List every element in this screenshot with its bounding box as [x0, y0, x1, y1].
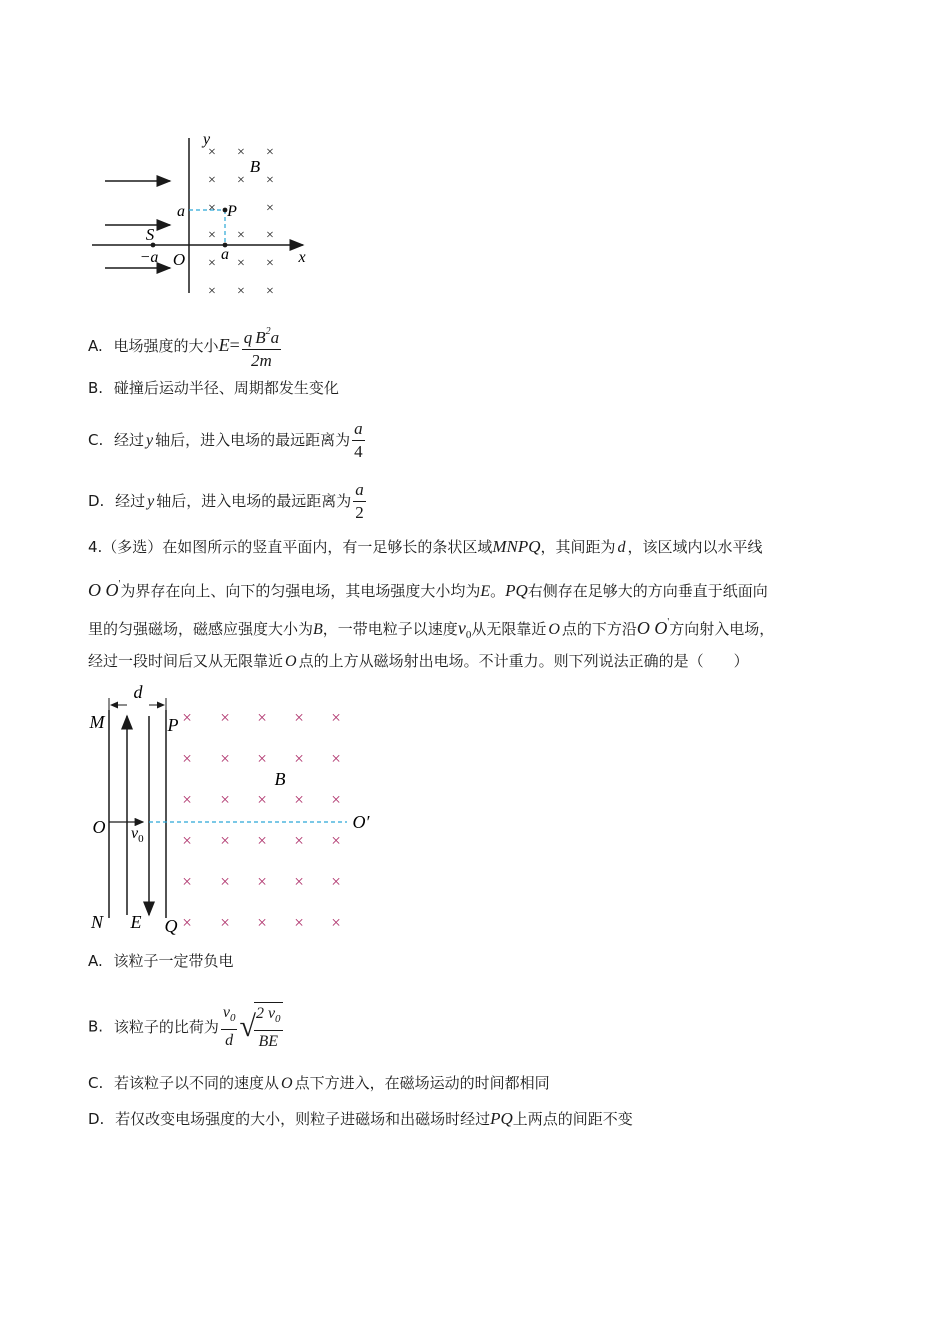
label-v: $v_0$	[131, 825, 144, 845]
cross-marker: ×	[266, 145, 274, 160]
fraction-root	[254, 1002, 283, 1052]
frac-v: v	[222, 1004, 230, 1021]
cross-marker: ×	[220, 872, 230, 891]
cross-marker: ×	[220, 708, 230, 727]
option-text: 电场强度的大小	[113, 337, 219, 355]
var-o: O	[285, 653, 297, 670]
label-d: d	[133, 682, 143, 702]
q4-text: 为界存在向上、向下的匀强电场，其电场强度大小均为	[120, 582, 481, 600]
var-pq: PQ	[490, 1109, 513, 1128]
label-m: M	[89, 712, 105, 732]
cross-marker: ×	[220, 831, 230, 850]
q4-text: 。	[490, 582, 506, 600]
label-a-y: a	[177, 203, 185, 220]
q4-text: 右侧存在足够大的方向垂直于纸面向	[527, 582, 768, 600]
var-e: E	[480, 583, 491, 600]
option-letter: C.	[88, 431, 104, 449]
option-4d	[88, 1102, 633, 1136]
cross-marker: ×	[182, 913, 192, 932]
option-text-2: 上两点的间距不变	[512, 1110, 633, 1128]
question-4-line-3	[88, 610, 868, 648]
cross-marker: ×	[294, 913, 304, 932]
var-oo: O O	[88, 580, 119, 600]
cross-marker: ×	[266, 228, 274, 243]
cross-marker: ×	[257, 749, 267, 768]
cross-marker: ×	[331, 708, 341, 727]
label-b: B	[249, 157, 261, 176]
option-letter: C.	[88, 1074, 104, 1092]
option-4a	[88, 944, 234, 978]
frac-den: 4	[354, 442, 363, 461]
cross-marker: ×	[220, 913, 230, 932]
var-mnpq: MNPQ	[492, 537, 541, 556]
figure-1	[85, 128, 325, 303]
cross-marker: ×	[294, 708, 304, 727]
cross-marker: ×	[220, 790, 230, 809]
frac-a: a	[270, 328, 280, 347]
cross-marker: ×	[331, 749, 341, 768]
label-b: B	[274, 769, 286, 789]
var-y: y	[147, 493, 155, 510]
option-letter: B.	[88, 1017, 104, 1036]
frac-den: 2	[355, 503, 364, 522]
label-o-prime: O′	[352, 812, 370, 832]
cross-marker: ×	[208, 145, 216, 160]
cross-marker: ×	[331, 872, 341, 891]
cross-marker: ×	[220, 749, 230, 768]
equals: =	[229, 335, 240, 355]
prime: '	[667, 617, 670, 628]
option-text-2: 轴后，进入电场的最远距离为	[156, 492, 352, 510]
q4-text: 方向射入电场，	[669, 620, 775, 638]
cross-marker: ×	[294, 872, 304, 891]
q4-text: 经过一段时间后又从无限靠近	[88, 652, 284, 670]
radical-sign: √	[239, 1010, 256, 1043]
cross-marker: ×	[257, 913, 267, 932]
option-letter: D.	[88, 1110, 105, 1128]
cross-marker: ×	[237, 284, 245, 299]
cross-marker: ×	[182, 831, 192, 850]
root-den: BE	[258, 1033, 279, 1050]
label-p: P	[167, 715, 179, 735]
var-e: E	[218, 335, 230, 355]
label-o: O	[92, 817, 106, 837]
label-o: O	[172, 250, 186, 269]
q4-text: ，该区域内以水平线	[627, 538, 763, 556]
frac-d: d	[225, 1032, 234, 1049]
cross-marker: ×	[208, 256, 216, 271]
frac-sup: 2	[265, 326, 271, 337]
prime: '	[118, 579, 121, 590]
question-4-line-4	[88, 648, 868, 675]
fraction-a2	[353, 480, 366, 523]
option-4c	[88, 1066, 550, 1101]
var-d: d	[617, 539, 626, 556]
var-pq: PQ	[505, 581, 528, 600]
cross-marker: ×	[182, 872, 192, 891]
cross-marker: ×	[266, 173, 274, 188]
label-p: P	[227, 203, 237, 220]
option-3a	[88, 322, 283, 371]
option-text: 碰撞后运动半径、周期都发生变化	[113, 379, 339, 397]
var-b: B	[313, 621, 323, 638]
cross-marker: ×	[208, 228, 216, 243]
cross-marker: ×	[266, 201, 274, 216]
cross-marker: ×	[257, 790, 267, 809]
cross-marker: ×	[294, 749, 304, 768]
option-3c	[88, 419, 367, 462]
root-sub: 0	[275, 1013, 281, 1025]
magnetic-field-markers	[182, 708, 341, 932]
label-x: x	[298, 249, 306, 266]
cross-marker: ×	[266, 256, 274, 271]
q4-text: 里的匀强磁场，磁感应强度大小为	[88, 620, 314, 638]
sub-0: 0	[465, 629, 472, 641]
cross-marker: ×	[331, 913, 341, 932]
fraction-a4	[352, 419, 365, 462]
label-y: y	[203, 131, 211, 148]
var-o: O	[548, 621, 560, 638]
var-y: y	[146, 432, 154, 449]
option-3d	[88, 480, 368, 523]
label-q: Q	[164, 916, 178, 936]
option-4b	[88, 1002, 285, 1052]
cross-marker: ×	[237, 173, 245, 188]
label-n: N	[90, 912, 104, 932]
cross-marker: ×	[182, 790, 192, 809]
cross-marker: ×	[182, 708, 192, 727]
option-letter: A.	[88, 952, 103, 970]
cross-marker: ×	[331, 831, 341, 850]
cross-marker: ×	[237, 256, 245, 271]
option-text: 若该粒子以不同的速度从	[114, 1074, 280, 1092]
var-v: v	[457, 618, 466, 638]
cross-marker: ×	[208, 284, 216, 299]
option-letter: B.	[88, 379, 104, 397]
root-num: 2 v	[255, 1005, 276, 1022]
var-oo: O O	[636, 618, 668, 638]
fraction-e	[242, 322, 281, 371]
option-text: 经过	[115, 492, 146, 510]
option-3b	[88, 371, 339, 405]
q4-text: ，其间距为	[540, 538, 616, 556]
label-a-x: a	[221, 246, 229, 263]
q4-text: 从无限靠近	[471, 620, 547, 638]
cross-marker: ×	[257, 872, 267, 891]
option-letter: D.	[88, 492, 105, 510]
q4-text: ，一带电粒子以速度	[322, 620, 458, 638]
option-text: 经过	[114, 431, 145, 449]
fraction-v0-d	[221, 1003, 238, 1051]
question-4-line-2	[88, 572, 868, 605]
cross-marker: ×	[294, 831, 304, 850]
frac-num: a	[352, 419, 365, 441]
label-e: E	[130, 912, 142, 932]
magnetic-field-markers	[208, 145, 274, 299]
q4-text: 4.（多选）在如图所示的竖直平面内，有一足够长的条状区域	[88, 538, 493, 556]
question-4-line-1	[88, 534, 868, 561]
frac-den: 2m	[251, 351, 272, 370]
option-text: 若仅改变电场强度的大小，则粒子进磁场和出磁场时经过	[115, 1110, 491, 1128]
cross-marker: ×	[266, 284, 274, 299]
cross-marker: ×	[237, 228, 245, 243]
cross-marker: ×	[182, 749, 192, 768]
figure-2	[85, 680, 385, 938]
cross-marker: ×	[208, 173, 216, 188]
q4-text: 点的下方沿	[561, 620, 637, 638]
label-s: S	[145, 225, 155, 244]
option-text-2: 轴后，进入电场的最远距离为	[155, 431, 351, 449]
option-text-2: 点下方进入，在磁场运动的时间都相同	[294, 1074, 550, 1092]
frac-num: a	[353, 480, 366, 502]
label-neg-a: −a	[139, 249, 159, 266]
frac-q: q	[243, 328, 253, 347]
var-o: O	[281, 1075, 293, 1092]
cross-marker: ×	[331, 790, 341, 809]
cross-marker: ×	[257, 708, 267, 727]
option-text: 该粒子一定带负电	[113, 952, 234, 970]
cross-marker: ×	[237, 145, 245, 160]
option-text: 该粒子的比荷为	[113, 1017, 219, 1036]
q4-text: 点的上方从磁场射出电场。不计重力。则下列说法正确的是（ ）	[298, 652, 749, 670]
frac-sub: 0	[229, 1012, 236, 1024]
cross-marker: ×	[294, 790, 304, 809]
cross-marker: ×	[257, 831, 267, 850]
option-letter: A.	[88, 337, 103, 355]
frac-b: B	[255, 328, 266, 347]
cross-marker: ×	[208, 201, 216, 216]
